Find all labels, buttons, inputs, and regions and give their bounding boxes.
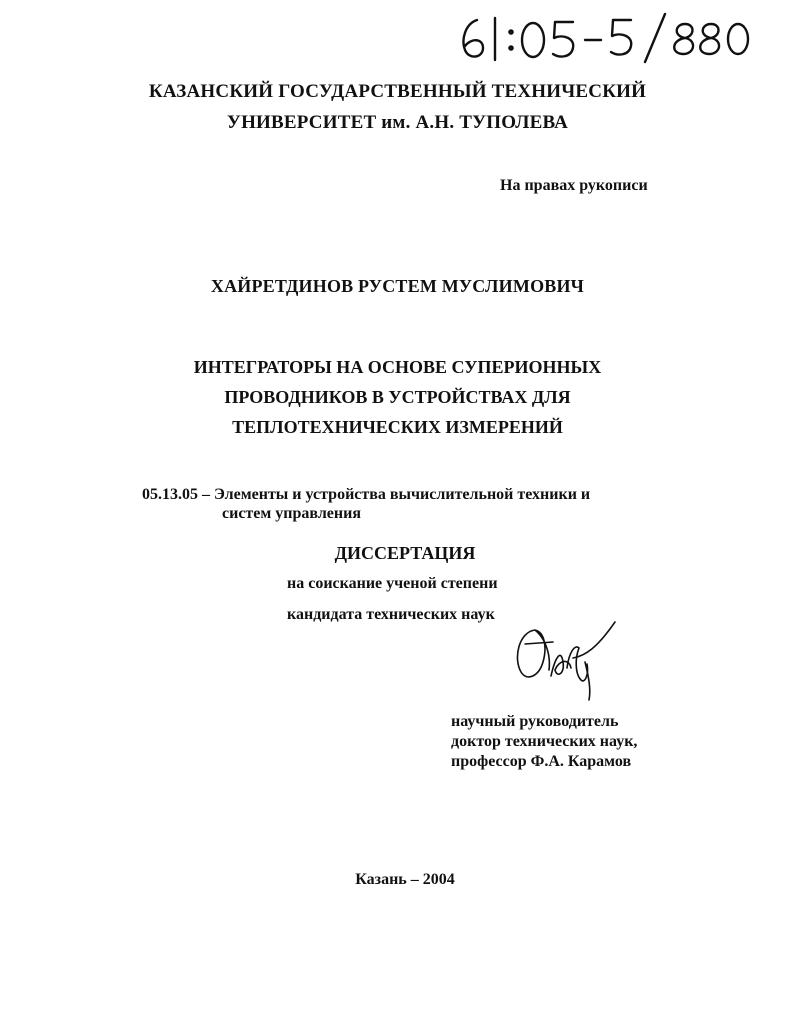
- degree-line-2: кандидата технических наук: [287, 606, 495, 623]
- title-line-3: ТЕПЛОТЕХНИЧЕСКИХ ИЗМЕРЕНИЙ: [232, 417, 563, 437]
- place-year: Казань – 2004: [355, 871, 455, 888]
- specialty-line-2: систем управления: [222, 505, 361, 522]
- specialty-line-1: 05.13.05 – Элементы и устройства вычислительной техники и: [142, 486, 591, 503]
- supervisor-line-3: профессор Ф.А. Карамов: [451, 753, 632, 770]
- dissertation-title: [0, 352, 795, 442]
- university-line-1: КАЗАНСКИЙ ГОСУДАРСТВЕННЫЙ ТЕХНИЧЕСКИЙ: [148, 81, 647, 102]
- rights-note: На правах рукописи: [500, 177, 648, 194]
- degree-line-1: на соискание ученой степени: [287, 575, 498, 592]
- author-name: ХАЙРЕТДИНОВ РУСТЕМ МУСЛИМОВИЧ: [210, 276, 585, 296]
- supervisor-line-1: научный руководитель: [451, 713, 619, 730]
- specialty: [142, 485, 702, 523]
- archive-number-handwritten: [455, 6, 755, 66]
- supervisor-line-2: доктор технических наук,: [451, 733, 638, 750]
- supervisor: [451, 712, 637, 772]
- title-line-1: ИНТЕГРАТОРЫ НА ОСНОВЕ СУПЕРИОННЫХ: [193, 357, 602, 377]
- document-type: ДИССЕРТАЦИЯ: [334, 543, 476, 563]
- university-line-2: УНИВЕРСИТЕТ им. А.Н. ТУПОЛЕВА: [226, 112, 569, 133]
- signature: [505, 618, 625, 703]
- university-name: [0, 76, 795, 138]
- title-line-2: ПРОВОДНИКОВ В УСТРОЙСТВАХ ДЛЯ: [224, 387, 571, 407]
